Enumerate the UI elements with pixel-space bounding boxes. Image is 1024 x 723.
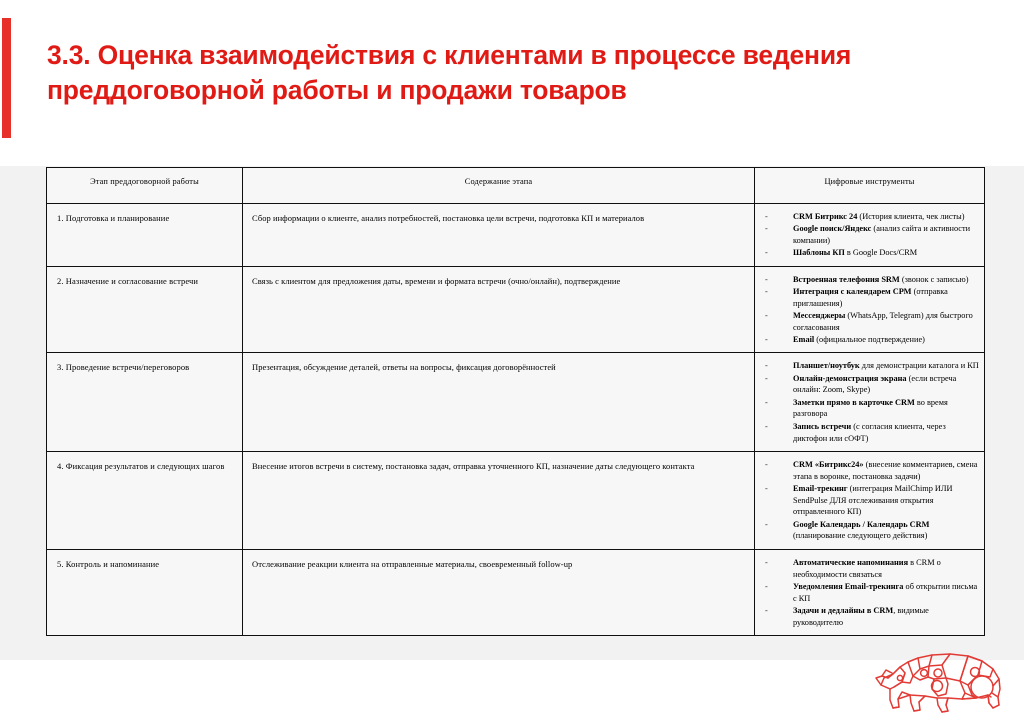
bullet-dash-icon: - [765, 224, 768, 234]
tool-name: Запись встречи [793, 421, 852, 431]
content-cell: Презентация, обсуждение деталей, ответы на вопросы, фиксация договорённостей [243, 353, 755, 451]
bullet-dash-icon: - [765, 581, 768, 591]
tool-description: (звонок с записью) [899, 274, 969, 284]
tool-name: CRM «Битрикс24» [793, 459, 864, 469]
content-cell: Внесение итогов встречи в систему, постановка задач, отправка уточненного КП, назначение даты следующего контакта [243, 451, 755, 549]
tool-item [759, 286, 980, 310]
tool-item [759, 223, 980, 247]
tool-description: (внесение комментариев, смена этапа в воронке, постановка задачи) [793, 459, 978, 481]
tool-item [759, 519, 980, 543]
tools-list [759, 274, 980, 346]
tool-item [759, 274, 980, 286]
bullet-dash-icon: - [765, 483, 768, 493]
tool-description: (интеграция MailChimp ИЛИ SendPulse ДЛЯ отслеживания открытия отправленного КП) [793, 483, 953, 517]
tool-name: Мессенджеры [793, 310, 846, 320]
stage-cell: 2. Назначение и согласование встречи [47, 266, 243, 353]
tool-description: (История клиента, чек листы) [857, 212, 965, 221]
tools-cell [755, 549, 985, 635]
table-row [47, 549, 985, 635]
bullet-dash-icon: - [765, 286, 768, 296]
rhinoceros-logo [872, 645, 1012, 719]
bullet-dash-icon: - [765, 335, 768, 345]
tool-description: в CRM о необходимости связаться [793, 557, 941, 579]
tool-name: Google поиск/Яндекс [793, 224, 872, 234]
bullet-dash-icon: - [765, 373, 768, 383]
tool-description: (планирование следующего действия) [793, 531, 928, 541]
tool-name: Встроенная телефония SRM [793, 274, 900, 284]
table-row [47, 353, 985, 451]
tool-description: во время разговора [793, 397, 948, 419]
tool-name: Интеграция с календарем СРМ [793, 286, 912, 296]
tool-description: об открытии письма с КП [793, 581, 978, 603]
tool-name: Онлайн-демонстрация экрана [793, 373, 907, 383]
tool-description: (с согласия клиента, через диктофон или сОФТ) [793, 421, 946, 443]
content-cell: Отслеживание реакции клиента на отправленные материалы, своевременный follow-up [243, 549, 755, 635]
tool-item [759, 360, 980, 372]
tools-cell [755, 266, 985, 353]
tool-item [759, 483, 980, 518]
tool-item [759, 605, 980, 629]
bullet-dash-icon: - [765, 212, 768, 221]
tool-name: Задачи и дедлайны в CRM [793, 605, 894, 615]
stage-cell: 5. Контроль и напоминание [47, 549, 243, 635]
tool-name: Email [793, 335, 815, 345]
tool-description: (анализ сайта и активности компании) [793, 224, 971, 246]
table-row [47, 204, 985, 267]
stage-cell: 4. Фиксация результатов и следующих шагов [47, 451, 243, 549]
column-header-stage: Этап преддоговорной работы [47, 168, 243, 204]
content-cell: Связь с клиентом для предложения даты, времени и формата встречи (очно/онлайн), подтверждение [243, 266, 755, 353]
page-title: 3.3. Оценка взаимодействия с клиентами в процессе ведения преддоговорной работы и продажи товаров [47, 40, 852, 105]
tool-name: Google Календарь / Календарь CRM [793, 519, 930, 529]
bullet-dash-icon: - [765, 557, 768, 567]
tools-list [759, 211, 980, 259]
tool-name: Автоматические напоминания [793, 557, 909, 567]
tool-item [759, 557, 980, 581]
tool-description: , видимые руководителю [793, 605, 929, 627]
tools-cell [755, 451, 985, 549]
tool-description: (официальное подтверждение) [814, 335, 925, 345]
bullet-dash-icon: - [765, 421, 768, 431]
bullet-dash-icon: - [765, 248, 768, 258]
tool-name: Уведомления Email-трекинга [793, 581, 904, 591]
tool-item [759, 247, 980, 259]
tool-item [759, 373, 980, 397]
bullet-dash-icon: - [765, 361, 768, 371]
bullet-dash-icon: - [765, 459, 768, 469]
bullet-dash-icon: - [765, 519, 768, 529]
tool-name: Email-трекинг [793, 483, 848, 493]
tool-name: Планшет/ноутбук [793, 361, 860, 371]
tool-description: в Google Docs/CRM [844, 248, 918, 258]
tool-item [759, 211, 980, 223]
tools-list [759, 360, 980, 444]
table-row [47, 451, 985, 549]
tool-item [759, 397, 980, 421]
stage-cell: 1. Подготовка и планирование [47, 204, 243, 267]
tool-description: для демонстрации каталога и КП [859, 361, 979, 371]
tool-name: CRM Битрикс 24 [793, 212, 858, 221]
stage-cell: 3. Проведение встречи/переговоров [47, 353, 243, 451]
column-header-content: Содержание этапа [243, 168, 755, 204]
tool-item [759, 310, 980, 334]
table-header [47, 168, 985, 204]
tool-name: Заметки прямо в карточке CRM [793, 397, 915, 407]
table-row [47, 266, 985, 353]
tools-list [759, 459, 980, 542]
table-header-row [47, 168, 985, 204]
content-cell: Сбор информации о клиенте, анализ потребностей, постановка цели встречи, подготовка КП и материалов [243, 204, 755, 267]
tools-cell [755, 353, 985, 451]
bullet-dash-icon: - [765, 274, 768, 284]
bullet-dash-icon: - [765, 310, 768, 320]
tool-item [759, 334, 980, 346]
table-body [47, 204, 985, 636]
stages-table [46, 167, 985, 636]
bullet-dash-icon: - [765, 397, 768, 407]
tool-description: (если встреча онлайн: Zoom, Skype) [793, 373, 957, 395]
tool-item [759, 581, 980, 605]
tools-cell [755, 204, 985, 267]
tool-description: (WhatsApp, Telegram) для быстрого согласования [793, 310, 973, 332]
tool-item [759, 459, 980, 483]
bullet-dash-icon: - [765, 605, 768, 615]
tool-item [759, 421, 980, 445]
column-header-tools: Цифровые инструменты [755, 168, 985, 204]
tool-description: (отправка приглашения) [793, 286, 948, 308]
tool-name: Шаблоны КП [793, 248, 845, 258]
tools-list [759, 557, 980, 629]
red-accent-bar [2, 18, 11, 138]
